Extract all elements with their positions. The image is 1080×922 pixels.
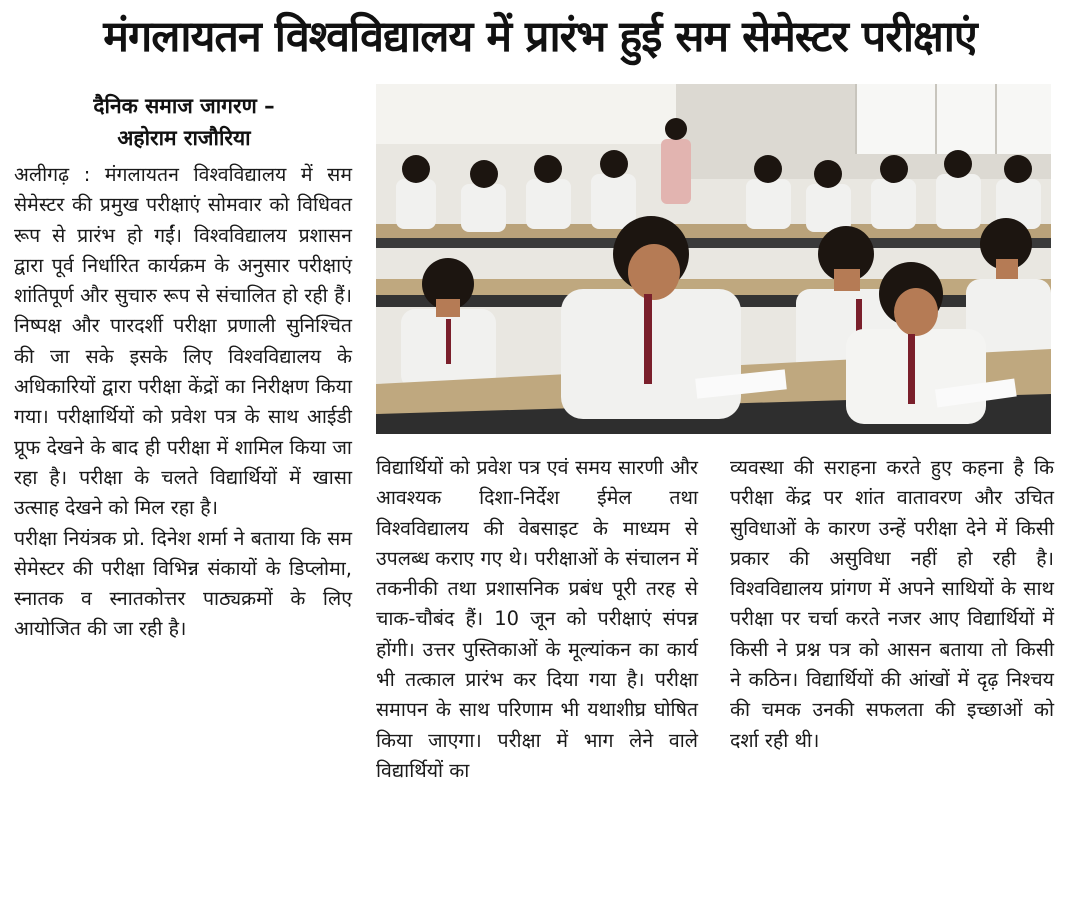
byline-publication: दैनिक समाज जागरण – [93,94,275,118]
article-byline [14,90,354,154]
byline-author: अहोराम राजौरिया [117,126,251,150]
article-column-1 [14,160,352,645]
column1-paragraph-1: अलीगढ़ : मंगलायतन विश्वविद्यालय में सम सेमेस्टर की प्रमुख परीक्षाएं सोमवार को विधिवत रूप से प्रारंभ हो गईं। विश्वविद्यालय प्रशासन द्वारा पूर्व निर्धारित कार्यक्रम के अनुसार परीक्षाएं शांतिपूर्ण और सुचारु रूप से संचालित हो रही हैं। निष्पक्ष और पारदर्शी परीक्षा प्रणाली सुनिश्चित की जा सके इसके लिए विश्वविद्यालय के अधिकारियों द्वारा परीक्षा केंद्रों का निरीक्षण किया गया। परीक्षार्थियों को प्रवेश पत्र के साथ आईडी प्रूफ देखने के बाद ही परीक्षा में शामिल किया जा रहा है। परीक्षा के चलते विद्यार्थियों में खासा उत्साह देखने को मिल रहा है। [14,163,352,520]
article-column-3: व्यवस्था की सराहना करते हुए कहना है कि परीक्षा केंद्र पर शांत वातावरण और उचित सुविधाओं के कारण उन्हें परीक्षा देने में किसी प्रकार की असुविधा नहीं हो रही है। विश्वविद्यालय प्रांगण में अपने साथियों के साथ परीक्षा पर चर्चा करते नजर आए विद्यार्थियों में किसी ने प्रश्न पत्र को आसन बताया तो किसी ने कठिन। विद्यार्थियों की आंखों में दृढ़ निश्चय की चमक उनकी सफलता की इच्छाओं को दर्शा रही थी। [730,456,1054,752]
article-column-2: विद्यार्थियों को प्रवेश पत्र एवं समय सारणी और आवश्यक दिशा-निर्देश ईमेल तथा विश्वविद्यालय की वेबसाइट के माध्यम से उपलब्ध कराए गए थे। परीक्षाओं के संचालन में तकनीकी तथा प्रशासनिक प्रबंध पूरी तरह से चाक-चौबंद हैं। 10 जून को परीक्षाएं संपन्न होंगी। उत्तर पुस्तिकाओं के मूल्यांकन का कार्य भी तत्काल प्रारंभ कर दिया गया है। परीक्षा समापन के साथ परिणाम भी यथाशीघ्र घोषित किया जाएगा। परीक्षा में भाग लेने वाले विद्यार्थियों का [376,456,698,782]
exam-hall-photo [376,84,1051,434]
column1-paragraph-2: परीक्षा नियंत्रक प्रो. दिनेश शर्मा ने बताया कि सम सेमेस्टर की परीक्षा विभिन्न संकायों के डिप्लोमा, स्नातक व स्नातकोत्तर पाठ्यक्रमों के लिए आयोजित की जा रही है। [14,526,352,641]
article-headline: मंगलायतन विश्वविद्यालय में प्रारंभ हुई सम सेमेस्टर परीक्षाएं [103,12,977,62]
